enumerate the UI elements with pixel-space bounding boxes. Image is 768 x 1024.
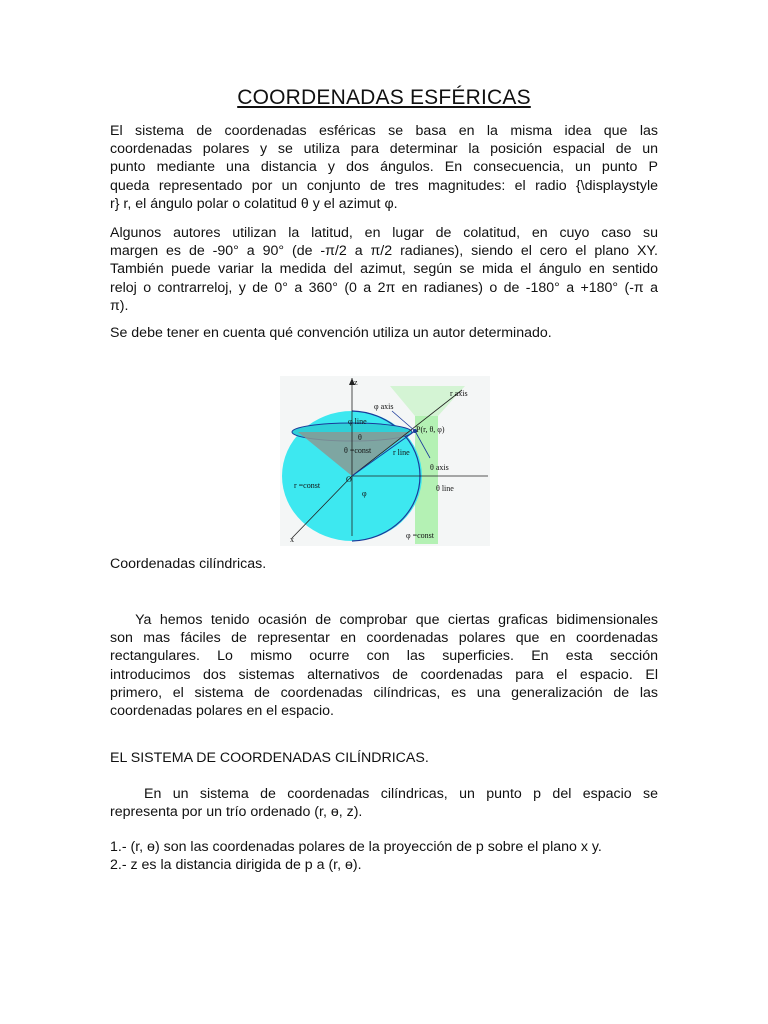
text-line: introducimos dos sistemas alternativos de coordenadas para el espacio. El xyxy=(110,666,658,683)
text-line: rectangulares. Lo mismo ocurre con las superficies. En esta sección xyxy=(110,648,658,665)
paragraph-cylindrical-intro xyxy=(110,611,658,720)
label-point: P(r, θ, φ) xyxy=(416,425,445,434)
section-heading: EL SISTEMA DE COORDENADAS CILÍNDRICAS. xyxy=(110,750,429,766)
label-theta: θ xyxy=(358,433,362,442)
text-line: punto mediante una distancia y dos ángulos. En consecuencia, un punto P xyxy=(110,159,658,176)
list-item: 2.- z es la distancia dirigida de p a (r, ɵ). xyxy=(110,857,362,874)
text-line: primero, el sistema de coordenadas cilíndricas, es una generalización de las xyxy=(110,684,658,701)
text-line: queda representado por un conjunto de tres magnitudes: el radio {\displaystyle xyxy=(110,177,658,194)
label-x: x xyxy=(290,535,294,544)
label-phi-line: φ line xyxy=(348,417,367,426)
text-line: son mas fáciles de representar en coordenadas polares que en coordenadas xyxy=(110,630,658,647)
text-line: Ya hemos tenido ocasión de comprobar que ciertas graficas bidimensionales xyxy=(110,612,658,628)
text-line: coordenadas polares y se utiliza para determinar la posición espacial de un xyxy=(110,141,658,158)
label-origin: O xyxy=(346,475,352,484)
paragraph-convention: Se debe tener en cuenta qué convención utiliza un autor determinado. xyxy=(110,325,552,341)
paragraph-latitude xyxy=(110,224,658,315)
label-z: z xyxy=(354,378,358,387)
spherical-coordinates-figure xyxy=(280,376,490,546)
text-line: También puede variar la medida del azimut, según se mida el ángulo en sentido xyxy=(110,261,658,278)
text-line: Algunos autores utilizan la latitud, en lugar de colatitud, en cuyo caso su xyxy=(110,225,658,241)
label-phi: φ xyxy=(362,489,367,498)
label-theta-line: θ line xyxy=(436,484,454,493)
paragraph-spherical-intro xyxy=(110,122,658,213)
text-line: coordenadas polares en el espacio. xyxy=(110,703,335,720)
text-line: r} r, el ángulo polar o colatitud θ y el azimut φ. xyxy=(110,195,398,212)
label-theta-axis: θ axis xyxy=(430,463,449,472)
label-r-const: r =const xyxy=(294,481,321,490)
text-line: En un sistema de coordenadas cilíndricas, un punto p del espacio se xyxy=(144,786,658,802)
label-theta-const: θ =const xyxy=(344,446,372,455)
text-line: representa por un trío ordenado (r, ɵ, z). xyxy=(110,804,363,821)
label-r-line: r line xyxy=(393,448,410,457)
figure-caption: Coordenadas cilíndricas. xyxy=(110,556,267,572)
definition-list xyxy=(110,838,602,874)
list-item: 1.- (r, ɵ) son las coordenadas polares de la proyección de p sobre el plano x y. xyxy=(110,839,602,855)
paragraph-cylindrical-point xyxy=(110,785,658,821)
text-line: El sistema de coordenadas esféricas se basa en la misma idea que las xyxy=(110,123,658,139)
text-line: reloj o contrarreloj, y de 0° a 360° (0 a 2π en radianes) o de -180° a +180° (-π a xyxy=(110,279,658,296)
label-phi-const: φ =const xyxy=(406,531,435,540)
page-title: COORDENADAS ESFÉRICAS xyxy=(237,86,531,109)
text-line: π). xyxy=(110,297,129,314)
label-phi-axis: φ axis xyxy=(374,402,394,411)
text-line: margen es de -90° a 90° (de -π/2 a π/2 radianes), siendo el cero el plano XY. xyxy=(110,243,658,260)
label-r-axis: r axis xyxy=(450,389,468,398)
